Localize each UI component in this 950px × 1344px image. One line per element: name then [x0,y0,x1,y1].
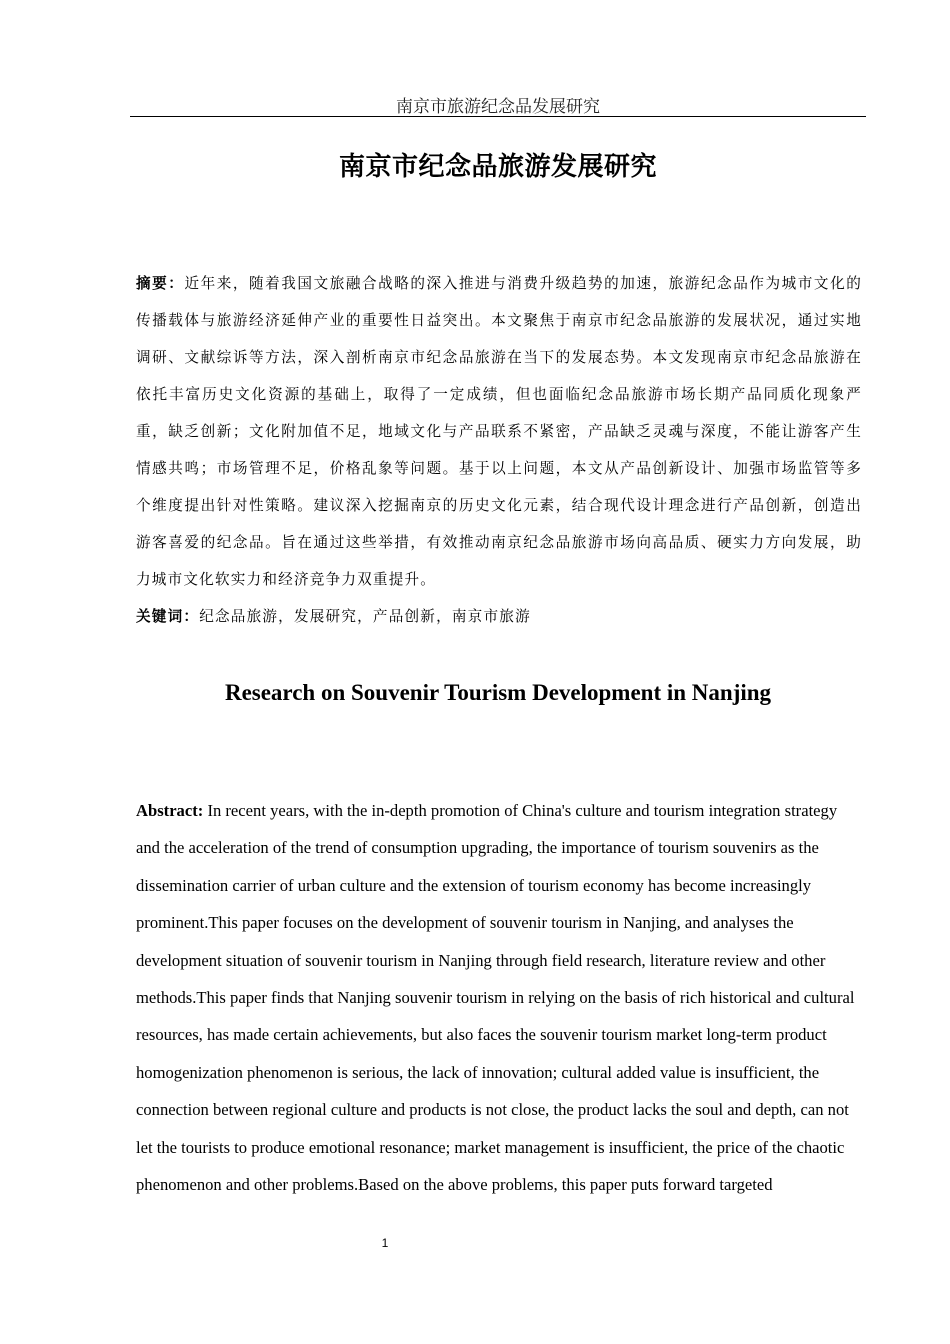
english-abstract-label: Abstract: [136,801,204,820]
english-abstract-text: In recent years, with the in-depth promotion of China's culture and tourism integration strategy and the acceleration of the trend of consumption upgrading, the importance of tourism souvenirs as the dissemination carrier of urban culture and the extension of tourism economy has become increasingly prominent.This paper focuses on the development of souvenir tourism in Nanjing, and analyses the development situation of souvenir tourism in Nanjing through field research, literature review and other methods.This paper finds that Nanjing souvenir tourism in relying on the basis of rich historical and cultural resources, has made certain achievements, but also faces the souvenir tourism market long-term product homogenization phenomenon is serious, the lack of innovation; cultural added value is insufficient, the connection between regional culture and products is not close, the product lacks the soul and depth, can not let the tourists to produce emotional resonance; market management is insufficient, the price of the chaotic phenomenon and other problems.Based on the above problems, this paper puts forward targeted [136,801,855,1195]
page-number: 1 [381,1236,389,1250]
chinese-abstract-text: 近年来，随着我国文旅融合战略的深入推进与消费升级趋势的加速，旅游纪念品作为城市文化的传播载体与旅游经济延伸产业的重要性日益突出。本文聚焦于南京市纪念品旅游的发展状况，通过实地调研、文献综诉等方法，深入剖析南京市纪念品旅游在当下的发展态势。本文发现南京市纪念品旅游在依托丰富历史文化资源的基础上，取得了一定成绩，但也面临纪念品旅游市场长期产品同质化现象严重，缺乏创新；文化附加值不足，地域文化与产品联系不紧密，产品缺乏灵魂与深度，不能让游客产生情感共鸣；市场管理不足，价格乱象等问题。基于以上问题，本文从产品创新设计、加强市场监管等多个维度提出针对性策略。建议深入挖掘南京的历史文化元素，结合现代设计理念进行产品创新，创造出游客喜爱的纪念品。旨在通过这些举措，有效推动南京纪念品旅游市场向高品质、硬实力方向发展，助力城市文化软实力和经济竞争力双重提升。 [136,275,863,588]
chinese-abstract-label: 摘要： [136,275,185,292]
header-rule [130,116,866,117]
english-abstract [136,792,864,1203]
chinese-abstract [136,265,862,598]
running-header: 南京市旅游纪念品发展研究 [396,97,600,117]
chinese-title: 南京市纪念品旅游发展研究 [338,152,657,182]
chinese-keywords-text: 纪念品旅游，发展研究，产品创新，南京市旅游 [199,608,531,625]
english-title: Research on Souvenir Tourism Development in Nanjing [224,680,772,705]
chinese-keywords [136,598,862,635]
chinese-keywords-label: 关键词： [136,608,200,625]
